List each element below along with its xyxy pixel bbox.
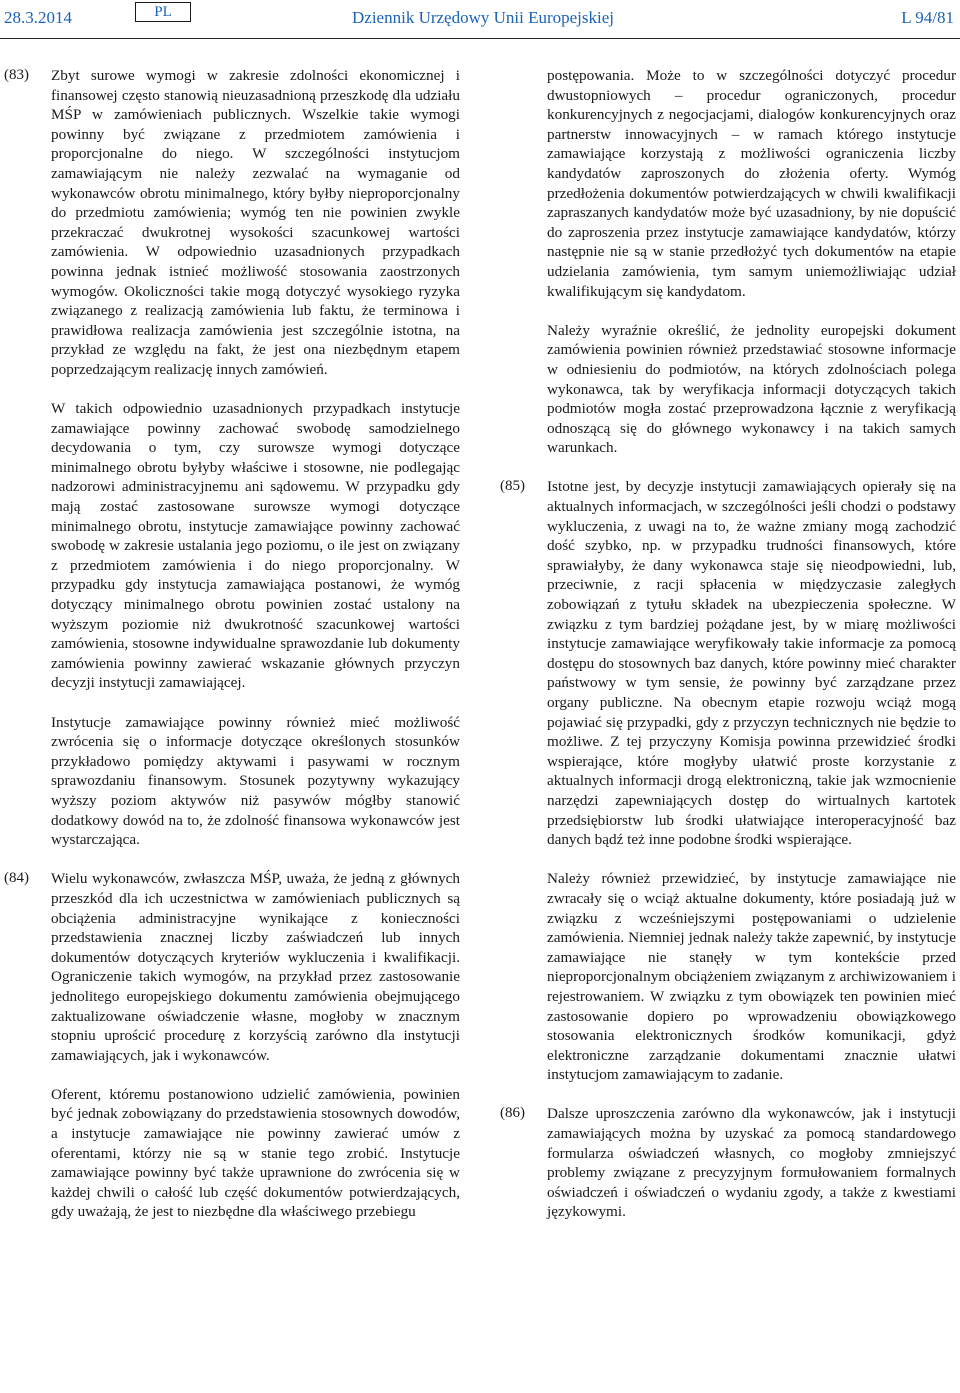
recital-number: (83): [4, 67, 29, 83]
recital-number: (86): [500, 1105, 525, 1122]
left-column: [4, 66, 460, 1222]
journal-title: Dziennik Urzędowy Unii Europejskiej: [352, 8, 615, 27]
recital-paragraph: Oferent, któremu postanowiono udzielić zamówienia, powinien być jednak zobowiązany do przedstawienia stosownych dowodów, a instytucje zamawiające nie powinny zawierać umów z oferentami, którzy nie są w stanie tego zrobić. Instytucje zamawiające powinny być także uprawnione do zwrócenia się w każdej chwili o całość lub część dokumentów potwierdzających, gdy uważają, że jest to niezbędne dla właściwego przebiegu: [51, 1085, 460, 1221]
page-reference: L 94/81: [901, 8, 954, 27]
publication-date: 28.3.2014: [4, 8, 72, 27]
recital-paragraph: Istotne jest, by decyzje instytucji zamawiających opierały się na aktualnych informacjach, w szczególności jeśli chodzi o podstawy wykluczenia, z uwagi na to, że ważne zmiany mogą zachodzić dość szybko, np. w przypadku trudności finansowych, które sprawiałyby, że dany wykonawca staje się nieodpowiedni, lub, przeciwnie, z racji spłacenia w międzyczasie zaległych zobowiązań z tytułu składek na ubezpieczenia społeczne. W związku z tym bardziej pożądane jest, by w miarę możliwości instytucje zamawiające weryfikowały takie informacje za pomocą dostępu do stosownych baz danych, które powinny mieć charakter państwowy w tym sensie, że powinny być zarządzane przez organy publiczne. Na obecnym etapie rozwoju wciąż mogą pojawiać się przypadki, gdy z przyczyn technicznych nie będzie to możliwe. Z tej przyczyny Komisja powinna przewidzieć środki wspierające, które mogłyby ułatwić proste korzystanie z aktualnych informacji drogą elektroniczną, takie jak wzmocnienie narzędzi zapewniających dostęp do wirtualnych kartotek przedsiębiorstw lub środki ułatwiające interoperacyjność baz danych bądź też inne podobne środki wspierające.: [547, 478, 956, 849]
language-badge: PL: [135, 2, 191, 22]
recital-86: [500, 1104, 956, 1222]
recital-paragraph: Instytucje zamawiające powinny również mieć możliwość zwrócenia się o informacje dotyczące określonych stosunków przykładowo pomiędzy aktywami i pasywami w rocznym sprawozdaniu finansowym. Stosunek pozytywny wykazujący wyższy poziom aktywów niż pasywów mógłby stanowić dodatkowy dowód na to, że zdolność finansowa wykonawców jest wystarczająca.: [51, 713, 460, 849]
recital-84-continued: [500, 66, 956, 458]
recital-paragraph: Zbyt surowe wymogi w zakresie zdolności ekonomicznej i finansowej często stanowią nieuzasadnioną przeszkodę dla udziału MŚP w zamówieniach publicznych. Wszelkie takie wymogi powinny być związane z przedmiotem zamówienia i proporcjonalne do niego. W szczególności instytucjom zamawiającym nie należy zezwalać na wymaganie od wykonawców obrotu minimalnego, który byłby nieproporcjonalny do przedmiotu zamówienia; wymóg ten nie powinien zwykle przekraczać dwukrotnej wysokości szacunkowej wartości zamówienia. W odpowiednio uzasadnionych przypadkach powinna jednak istnieć możliwość stosowania zaostrzonych wymogów. Okoliczności takie mogą dotyczyć wysokiego ryzyka związanego z realizacją zamówienia lub faktu, że terminowa i prawidłowa realizacja zamówienia jest szczególnie istotna, na przykład ze względu na fakt, że jest ona niezbędnym etapem poprzedzającym realizację innych zamówień.: [51, 67, 460, 378]
recital-number: (84): [4, 870, 29, 887]
recital-paragraph: W takich odpowiednio uzasadnionych przypadkach instytucje zamawiające powinny zachować swobodę samodzielnego decydowania o tym, czy surowsze wymogi dotyczące minimalnego obrotu byłyby właściwe i stosowne, nie podlegając nadzorowi administracyjnemu ani sądowemu. W przypadku gdy mają zostać zastosowane surowsze wymogi dotyczące minimalnego obrotu, instytucje zamawiające powinny zachować swobodę w zakresie ustalania jego poziomu, o ile jest on związany z przedmiotem zamówienia i do niego proporcjonalny. W przypadku gdy instytucja zamawiająca postanowi, że wymóg dotyczący minimalnego obrotu powinien zostać ustalony na wyższym poziomie niż dwukrotność szacunkowej wartości zamówienia, stosowne indywidualne sprawozdanie lub dokumenty zamówienia powinny zawierać wskazanie głównych przyczyn decyzji instytucji zamawiającej.: [51, 400, 460, 692]
header-divider: [0, 38, 960, 39]
recital-paragraph: Należy również przewidzieć, by instytucje zamawiające nie zwracały się o wciąż aktualne dokumenty, które posiadają już w związku z wcześniejszymi postępowaniami o udzielenie zamówienia. Niemniej jednak należy także zapewnić, by instytucje zamawiające nie stanęły w tym kontekście przed nieproporcjonalnym obciążeniem związanym z archiwizowaniem i rejestrowaniem. W związku z tym obowiązek ten powinien mieć zastosowanie dopiero po wprowadzeniu obowiązkowego stosowania elektronicznych środków komunikacji, gdyż elektroniczne zarządzanie dokumentami znacznie ułatwi instytucjom zamawiającym to zadanie.: [547, 870, 956, 1084]
recital-paragraph: Dalsze uproszczenia zarówno dla wykonawców, jak i instytucji zamawiających można by uzyskać za pomocą standardowego formularza oświadczeń własnych, co mogłoby zmniejszyć problemy związane z precyzyjnym formułowaniem formalnych oświadczeń i oświadczeń o wydaniu zgody, a także z kwestiami językowymi.: [547, 1105, 956, 1221]
page-header: [0, 0, 960, 40]
recital-83: [4, 66, 460, 850]
recital-paragraph: postępowania. Może to w szczególności dotyczyć procedur dwustopniowych – procedur ograniczonych, procedur konkurencyjnych z negocjacjami, dialogów konkurencyjnych oraz partnerstw innowacyjnych – w ramach którego instytucje zamawiające korzystają z możliwości ograniczenia liczby kandydatów zaproszonych do złożenia oferty. Wymóg przedłożenia dokumentów potwierdzających w chwili kwalifikacji zapraszanych kandydatów może być uzasadniony, by nie dopuścić do zaproszenia przez instytucje zamawiające kandydatów, którzy następnie nie są w stanie przedłożyć tych dokumentów na etapie udzielania zamówienia, tym samym uniemożliwiając udział kwalifikującym się kandydatom.: [547, 67, 956, 300]
recital-85: [500, 477, 956, 1084]
recital-paragraph: Należy wyraźnie określić, że jednolity europejski dokument zamówienia powinien również przedstawiać stosowne informacje w odniesieniu do podmiotów, na których zdolnościach polega wykonawca, tak by weryfikacja informacji dotyczących takich podmiotów mogła zostać przeprowadzona łącznie z weryfikacją odnoszącą się do głównego wykonawcy i na takich samych warunkach.: [547, 321, 956, 457]
right-column: [500, 66, 956, 1222]
recital-paragraph: Wielu wykonawców, zwłaszcza MŚP, uważa, że jedną z głównych przeszkód dla ich uczestnictwa w zamówieniach publicznych są obciążenia administracyjne wynikające z konieczności przedstawienia znacznej liczby zaświadczeń lub innych dokumentów dotyczących kryteriów wykluczenia i kwalifikacji. Ograniczenie takich wymogów, na przykład przez zastosowanie jednolitego europejskiego dokumentu zamówienia obejmującego zaktualizowane oświadczenie własne, mogłoby w znacznym stopniu uprościć procedurę z korzyścią zarówno dla instytucji zamawiających, jak i wykonawców.: [51, 870, 460, 1064]
recital-84: [4, 869, 460, 1222]
recital-number: (85): [500, 478, 525, 495]
